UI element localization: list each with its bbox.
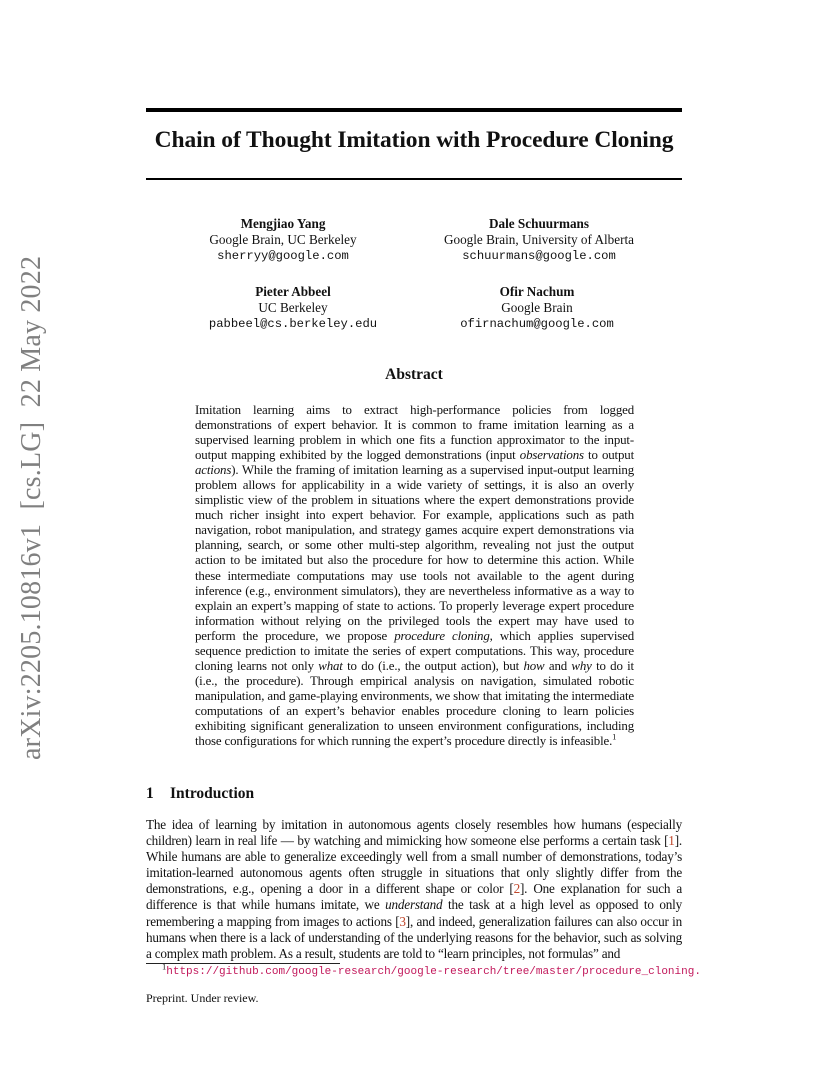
author-email[interactable]: pabbeel@cs.berkeley.edu xyxy=(208,317,378,331)
author-block xyxy=(183,216,383,264)
citation-link[interactable]: 2 xyxy=(513,881,520,897)
section-number: 1 xyxy=(146,785,154,802)
section-heading xyxy=(146,785,254,803)
author-email[interactable]: ofirnachum@google.com xyxy=(460,317,614,331)
author-name: Mengjiao Yang xyxy=(240,216,326,231)
abstract-heading: Abstract xyxy=(385,366,443,383)
author-block xyxy=(414,216,664,264)
title-top-rule xyxy=(146,108,682,112)
author-name: Pieter Abbeel xyxy=(255,284,331,299)
footnote-number: 1 xyxy=(162,961,167,972)
author-name: Dale Schuurmans xyxy=(488,216,590,231)
section-title: Introduction xyxy=(170,785,255,802)
author-block xyxy=(193,284,393,332)
footnote-marker[interactable]: 1 xyxy=(612,731,617,742)
author-affiliation: UC Berkeley xyxy=(258,300,328,315)
footnote xyxy=(162,961,701,978)
author-block xyxy=(437,284,637,332)
footnote-divider xyxy=(146,963,340,964)
citation-link[interactable]: 3 xyxy=(399,913,406,929)
arxiv-identifier-stamp: arXiv:2205.10816v1 [cs.LG] 22 May 2022 xyxy=(16,255,47,760)
author-email[interactable]: sherryy@google.com xyxy=(217,249,349,263)
preprint-note: Preprint. Under review. xyxy=(146,991,259,1005)
citation-link[interactable]: 1 xyxy=(668,833,675,849)
author-name: Ofir Nachum xyxy=(499,284,575,299)
author-affiliation: Google Brain, UC Berkeley xyxy=(209,232,357,247)
title-bottom-rule xyxy=(146,178,682,180)
abstract-text: Imitation learning aims to extract high-performance policies from logged demonstrations of expert behavior. It is common to frame imitation learning as a supervised learning problem in which one fits a function approximator to the input-output mapping exhibited by the logged demonstrations (input observations to output actions). While the framing of imitation learning as a supervised input-output learning problem allows for applicability in a wide variety of settings, it is also an overly simplistic view of the problem in situations where the expert demonstrations provide much richer insight into expert behavior. For example, applications such as path navigation, robot manipulation, and strategy games acquire expert demonstrations via planning, search, or some other multi-step algorithm, revealing not just the output action to be imitated but also the procedure for how to determine this action. While these intermediate computations may use tools not available to the agent during inference (e.g., environment simulators), they are nevertheless informative as a way to explain an expert’s mapping of state to actions. To properly leverage expert procedure information without relying on the privileged tools the expert may have used to perform the procedure, we propose procedure cloning, which applies supervised sequence prediction to imitate the series of expert computations. This way, procedure cloning learns not only what to do (i.e., the output action), but how and why to do it (i.e., the procedure). Through empirical analysis on navigation, simulated robotic manipulation, and game-playing environments, we show that imitating the intermediate computations of an expert’s behavior enables procedure cloning to learn policies exhibiting significant generalization to unseen environment configurations, including those configurations for which running the expert’s procedure directly is infeasible.$^1$ xyxy=(195,403,635,749)
author-affiliation: Google Brain, University of Alberta xyxy=(443,232,635,247)
paper-title: Chain of Thought Imitation with Procedure Cloning xyxy=(154,127,674,153)
intro-paragraph: The idea of learning by imitation in autonomous agents closely resembles how humans (especially children) learn in real life — by watching and mimicking how someone else performs a certain task [1]. While humans are able to generalize exceedingly well from a small number of demonstrations, today’s imitation-learned autonomous agents often struggle in situations that only slightly differ from the demonstrations, e.g., opening a door in a different shape or color [2]. One explanation for such a difference is that while humans imitate, we understand the task at a high level as opposed to only remembering a mapping from images to actions [3], and indeed, generalization failures can also occur in humans when there is a lack of understanding of the underlying reasons for the behavior, such as solving a complex math problem. As a result, students are told to “learn principles, not formulas” and xyxy=(146,817,682,961)
author-email[interactable]: schuurmans@google.com xyxy=(462,249,616,263)
footnote-url-link[interactable]: https://github.com/google-research/google-research/tree/master/procedure_cloning. xyxy=(166,966,701,978)
author-affiliation: Google Brain xyxy=(501,300,573,315)
